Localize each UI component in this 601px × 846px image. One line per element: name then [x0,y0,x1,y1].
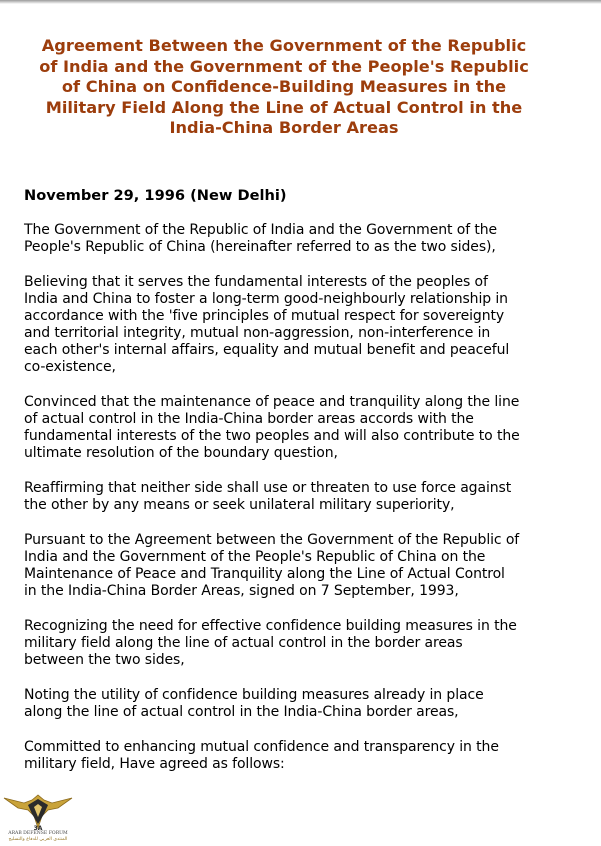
paragraph-line: Maintenance of Peace and Tranquility along the Line of Actual Control [24,566,505,582]
paragraph-line: along the line of actual control in the India-China border areas, [24,704,459,720]
paragraph-reaffirming [24,480,564,514]
paragraph-line: in the India-China Border Areas, signed on 7 September, 1993, [24,583,459,599]
title-line: India-China Border Areas [169,118,399,137]
paragraph-preamble [24,222,564,256]
watermark-text-ar: المنتدى العربي للدفاع والتسليح [8,837,68,842]
paragraph-noting [24,687,564,721]
document-date: November 29, 1996 (New Delhi) [24,187,287,204]
document-body [24,187,564,791]
paragraph-recognizing [24,618,564,669]
paragraph-pursuant [24,532,564,600]
paragraph-line: military field along the line of actual control in the border areas [24,635,463,651]
title-line: Military Field Along the Line of Actual Control in the [45,97,523,117]
forum-watermark [2,790,74,844]
paragraph-line: Convinced that the maintenance of peace and tranquility along the line [24,394,520,410]
title-line: of China on Confidence-Building Measures in the [61,77,507,96]
paragraph-line: Committed to enhancing mutual confidence and transparency in the [24,739,499,755]
paragraph-line: The Government of the Republic of India and the Government of the [24,222,498,238]
eagle-emblem-icon [2,790,74,832]
svg-text:3A: 3A [33,825,43,832]
paragraph-line: of actual control in the India-China border areas accords with the [24,411,474,427]
paragraph-line: between the two sides, [24,652,185,668]
paragraph-line: People's Republic of China (hereinafter referred to as the two sides), [24,239,496,255]
paragraph-line: military field, Have agreed as follows: [24,756,285,772]
paragraph-line: Believing that it serves the fundamental interests of the peoples of [24,274,488,290]
paragraph-line: Recognizing the need for effective confidence building measures in the [24,618,517,634]
paragraph-line: India and the Government of the People's Republic of China on the [24,549,486,565]
paragraph-line: Reaffirming that neither side shall use or threaten to use force against [24,480,512,496]
paragraph-convinced [24,394,564,462]
paragraph-line: accordance with the 'five principles of mutual respect for sovereignty [24,308,505,324]
title-line: Agreement Between the Government of the Republic [41,36,527,55]
watermark-text-en: ARAB DEFENSE FORUM [8,831,68,836]
title-line: of India and the Government of the People's Republic [39,56,529,76]
document-title [20,36,548,139]
paragraph-believing [24,274,564,376]
paragraph-line: fundamental interests of the two peoples and will also contribute to the [24,428,520,444]
page-top-shadow [0,0,601,4]
paragraph-committed [24,739,564,773]
paragraph-line: the other by any means or seek unilateral military superiority, [24,497,455,513]
paragraph-line: ultimate resolution of the boundary question, [24,445,338,461]
paragraph-line: India and China to foster a long-term good-neighbourly relationship in [24,291,508,307]
paragraph-line: each other's internal affairs, equality and mutual benefit and peaceful [24,342,510,358]
paragraph-line: and territorial integrity, mutual non-aggression, non-interference in [24,325,491,341]
paragraph-line: Pursuant to the Agreement between the Government of the Republic of [24,532,520,548]
paragraph-line: co-existence, [24,359,116,375]
paragraph-line: Noting the utility of confidence building measures already in place [24,687,484,703]
